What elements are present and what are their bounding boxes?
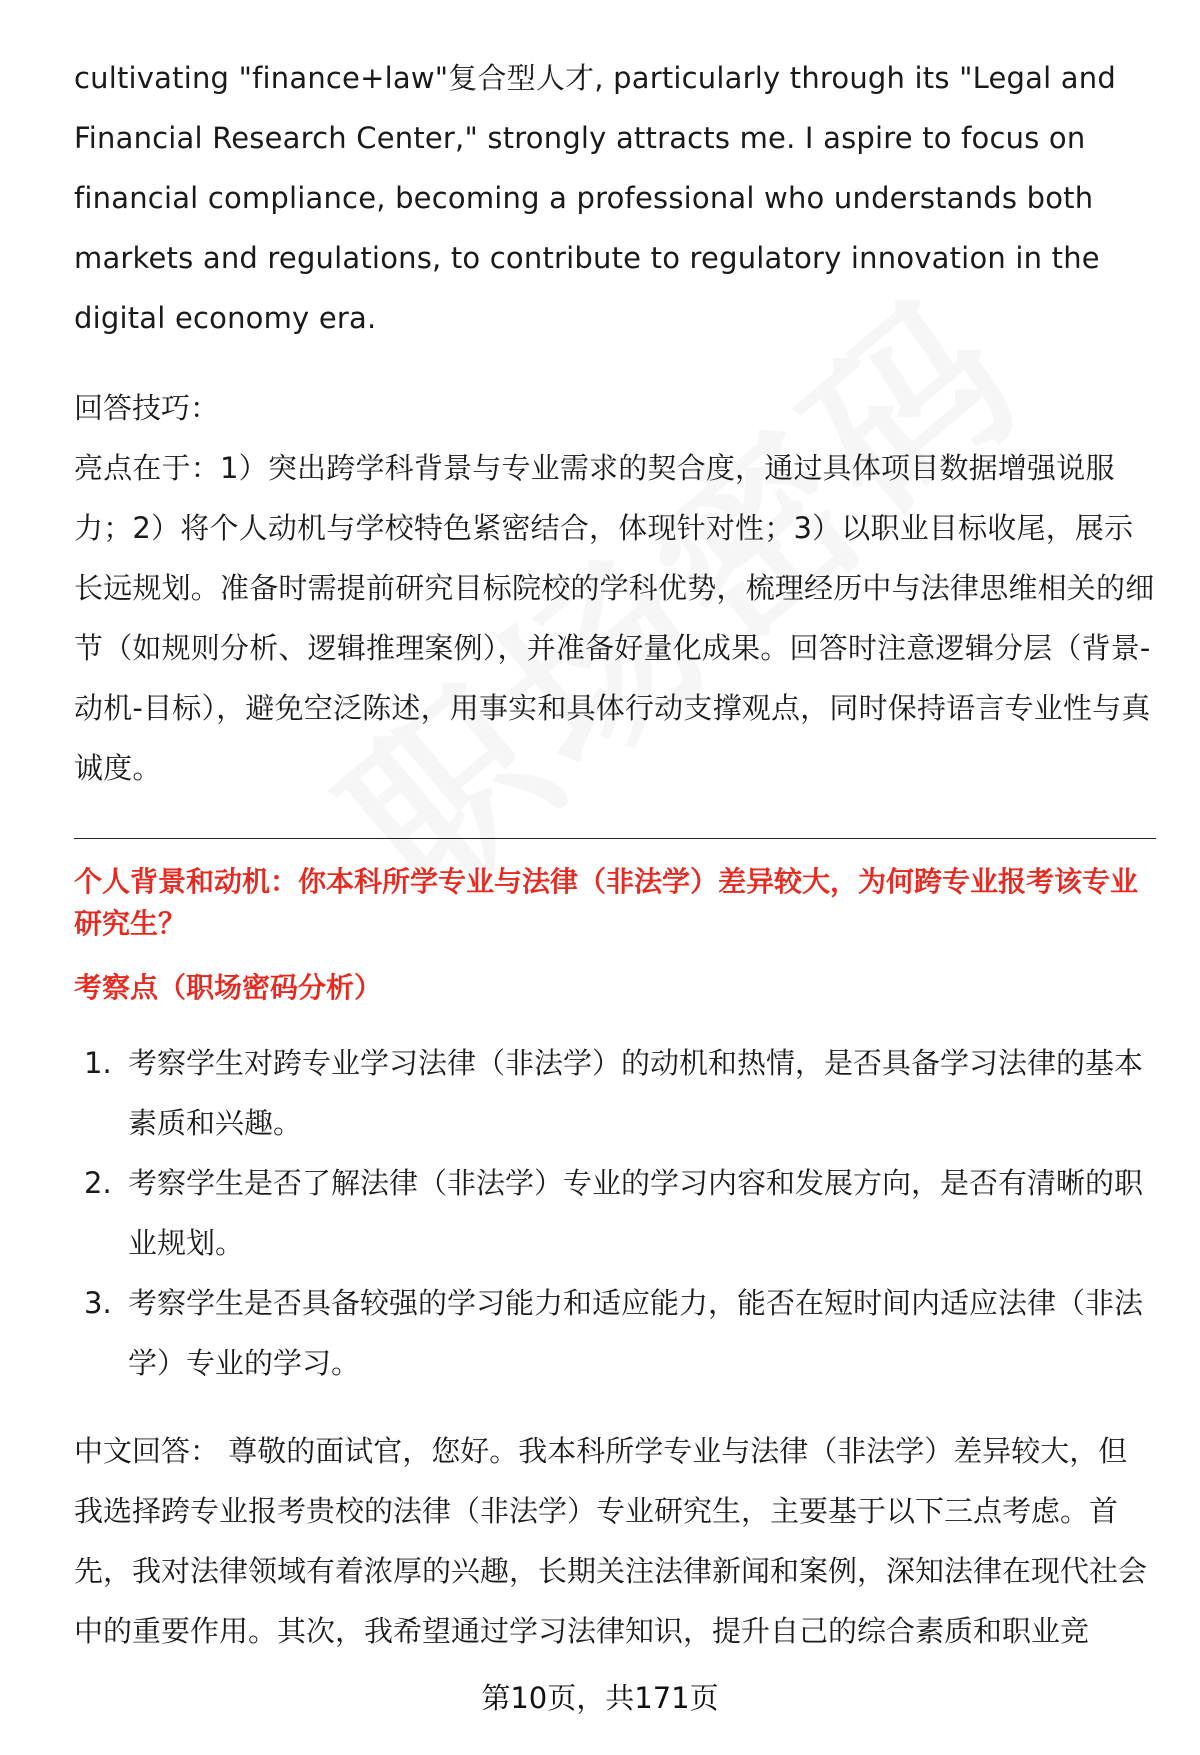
page-number-footer: 第10页，共171页 [481,1681,719,1715]
list-item-text: 考察学生是否了解法律（非法学）专业的学习内容和发展方向，是否有清晰的职业规划。 [128,1166,1144,1260]
focus-points-list [74,1033,1156,1393]
list-item [74,1273,1156,1393]
answer-paragraph [74,1421,1156,1661]
list-item-number: 2. [84,1166,112,1200]
list-item-text: 考察学生是否具备较强的学习能力和适应能力，能否在短时间内适应法律（非法学）专业的学习。 [128,1286,1144,1380]
list-item-number: 3. [84,1286,112,1320]
focus-heading: 考察点（职场密码分析） [74,971,383,1004]
tips-body: 亮点在于：1）突出跨学科背景与专业需求的契合度，通过具体项目数据增强说服力；2）将个人动机与学校特色紧密结合，体现针对性；3）以职业目标收尾，展示长远规划。准备时需提前研究目标院校的学科优势，梳理经历中与法律思维相关的细节（如规则分析、逻辑推理案例），并准备好量化成果。回答时注意逻辑分层（背景-动机-目标），避免空泛陈述，用事实和具体行动支撑观点，同时保持语言专业性与真诚度。 [74,451,1155,785]
document-page [74,48,1156,1661]
list-item-text: 考察学生对跨专业学习法律（非法学）的动机和热情，是否具备学习法律的基本素质和兴趣。 [128,1046,1144,1140]
intro-paragraph: cultivating "finance+law"复合型人才, particularly through its "Legal and Financial Research Center," strongly attracts me. I aspire to focus on financial compliance, becoming a professional who understands both markets and regulations, to contribute to regulatory innovation in the digital economy era. [74,61,1116,335]
answer-body: 尊敬的面试官，您好。我本科所学专业与法律（非法学）差异较大，但我选择跨专业报考贵校的法律（非法学）专业研究生，主要基于以下三点考虑。首先，我对法律领域有着浓厚的兴趣，长期关注法律新闻和案例，深知法律在现代社会中的重要作用。其次，我希望通过学习法律知识，提升自己的综合素质和职业竞 [74,1434,1148,1648]
answer-label: 中文回答： [74,1434,220,1468]
section-divider [74,838,1156,839]
list-item-number: 1. [84,1046,112,1080]
list-item [74,1033,1156,1153]
list-item [74,1153,1156,1273]
tips-label: 回答技巧： [74,391,220,425]
question-heading: 个人背景和动机：你本科所学专业与法律（非法学）差异较大，为何跨专业报考该专业研究生？ [74,865,1139,940]
